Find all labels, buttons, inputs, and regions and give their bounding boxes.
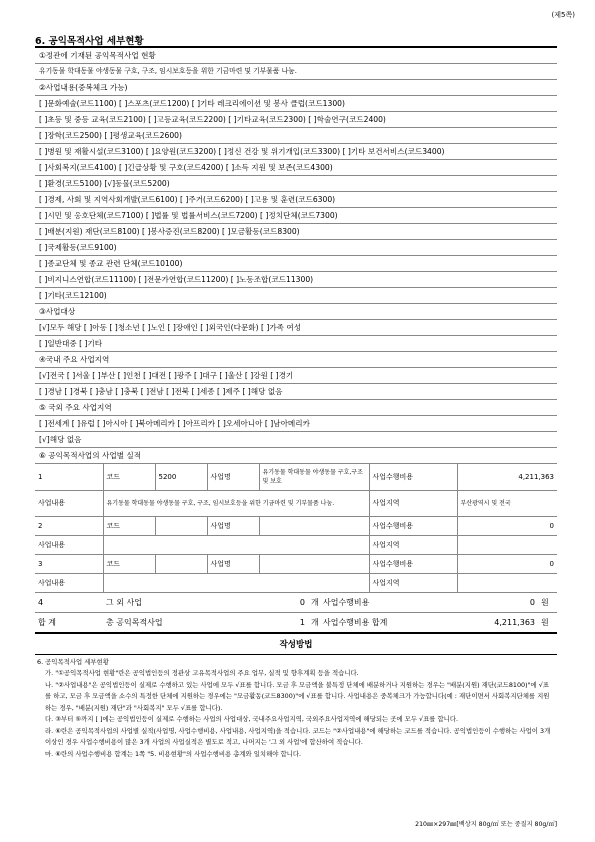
option-line: [ ]병원 및 재활시설(코드3100) [ ]요양원(코드3200) [ ]정신 건강 및 위기개입(코드3300) [ ]기타 보건서비스(코드3400) bbox=[35, 144, 557, 160]
perf-code bbox=[155, 516, 207, 535]
perf-expense: 4,211,363 bbox=[457, 464, 557, 490]
region-label: 사업지역 bbox=[369, 490, 457, 516]
method-line: 6. 공익목적사업 세부현황 bbox=[37, 657, 109, 666]
perf-row-1 bbox=[35, 464, 557, 490]
perf-name bbox=[259, 516, 369, 535]
option-line: [ ]기타(코드12100) bbox=[35, 288, 557, 304]
s4-title: ④국내 주요 사업지역 bbox=[35, 352, 557, 368]
option-line: [ ]환경(코드5100) [√]동물(코드5200) bbox=[35, 176, 557, 192]
perf-code bbox=[155, 554, 207, 573]
s2-title: ②사업내용(중복체크 가능) bbox=[35, 80, 557, 96]
code-label: 코드 bbox=[103, 464, 155, 490]
section-title: 6. 공익목적사업 세부현황 bbox=[35, 36, 144, 47]
performance-table bbox=[35, 464, 557, 593]
option-line: [ ]시민 및 옹호단체(코드7100) [ ]법률 및 법률서비스(코드7200) [ ]정치단체(코드7300) bbox=[35, 208, 557, 224]
other-count: 0 bbox=[253, 593, 308, 613]
code-label: 코드 bbox=[103, 554, 155, 573]
option-line: [ ]장학(코드2500) [ ]평생교육(코드2600) bbox=[35, 128, 557, 144]
option-line: [ ]전세계 [ ]유럽 [ ]아시아 [ ]북아메리카 [ ]아프리카 [ ]오세아니아 [ ]남아메리카 bbox=[35, 416, 557, 432]
name-label: 사업명 bbox=[207, 554, 259, 573]
page-number: (제5쪽) bbox=[551, 11, 575, 19]
s6-title: ⑥ 공익목적사업의 사업별 실적 bbox=[35, 448, 557, 464]
paper-spec-footer: 210㎜×297㎜[백상지 80g/㎡ 또는 중질지 80g/㎡] bbox=[415, 821, 557, 828]
other-expense-label: 사업수행비용 bbox=[320, 593, 438, 613]
perf-expense: 0 bbox=[457, 554, 557, 573]
perf-region bbox=[457, 535, 557, 554]
option-line: [√]해당 없음 bbox=[35, 432, 557, 448]
perf-code: 5200 bbox=[155, 464, 207, 490]
option-line: [ ]경제, 사회 및 지역사회개발(코드6100) [ ]주거(코드6200) [ ]고용 및 훈련(코드6300) bbox=[35, 192, 557, 208]
option-line: [ ]배분(지원) 재단(코드8100) [ ]봉사증진(코드8200) [ ]모금활동(코드8300) bbox=[35, 224, 557, 240]
total-count: 1 bbox=[253, 612, 308, 633]
total-expense-label: 사업수행비용 합계 bbox=[320, 612, 438, 633]
content-label: 사업내용 bbox=[35, 573, 103, 592]
expense-label: 사업수행비용 bbox=[369, 464, 457, 490]
content-label: 사업내용 bbox=[35, 490, 103, 516]
option-line: [ ]국제활동(코드9100) bbox=[35, 240, 557, 256]
other-won: 원 bbox=[538, 593, 557, 613]
total-sub-label: 총 공익목적사업 bbox=[103, 612, 253, 633]
s5-title: ⑤ 국외 주요 사업지역 bbox=[35, 400, 557, 416]
s1-text: 유기동물 학대동물 야생동물 구호, 구조, 임시보호등을 위한 기금마련 및 기부물품 나눔. bbox=[35, 64, 557, 80]
perf-content: 유기동물 학대동물 야생동물 구호, 구조, 임시보호등을 위한 기금마련 및 기부물품 나눔. bbox=[103, 490, 369, 516]
s2-options bbox=[35, 96, 557, 304]
summary-table bbox=[35, 593, 557, 634]
perf-no: 2 bbox=[35, 516, 103, 535]
other-business-row bbox=[35, 593, 557, 613]
form-body bbox=[35, 46, 557, 762]
perf-name: 유기동물 학대동물 야생동물 구호,구조 및 보호 bbox=[259, 464, 369, 490]
method-instructions bbox=[35, 655, 557, 763]
perf-no: 1 bbox=[35, 464, 103, 490]
other-no: 4 bbox=[35, 593, 103, 613]
perf-expense: 0 bbox=[457, 516, 557, 535]
perf-content bbox=[103, 535, 369, 554]
s1-title: ①정관에 기재된 공익목적사업 현황 bbox=[35, 48, 557, 64]
total-unit: 개 bbox=[308, 612, 320, 633]
other-expense-value: 0 bbox=[438, 593, 538, 613]
option-line: [√]모두 해당 [ ]아동 [ ]청소년 [ ]노인 [ ]장애인 [ ]외국인(다문화) [ ]가족 여성 bbox=[35, 320, 557, 336]
method-line: 마. ⑥란의 사업수행비용 합계는 1쪽 "5. 비용현황"의 사업수행비용 총계와 일치해야 합니다. bbox=[45, 749, 302, 758]
expense-label: 사업수행비용 bbox=[369, 554, 457, 573]
perf-no: 3 bbox=[35, 554, 103, 573]
option-line: [ ]일반대중 [ ]기타 bbox=[35, 336, 557, 352]
content-label: 사업내용 bbox=[35, 535, 103, 554]
option-line: [ ]비지니스연합(코드11100) [ ]전문가연합(코드11200) [ ]노동조합(코드11300) bbox=[35, 272, 557, 288]
name-label: 사업명 bbox=[207, 516, 259, 535]
perf-region bbox=[457, 573, 557, 592]
perf-row-1-detail bbox=[35, 490, 557, 516]
other-label: 그 외 사업 bbox=[103, 593, 253, 613]
perf-region: 부산광역시 및 전국 bbox=[457, 490, 557, 516]
method-line: 나. "②사업내용"은 공익법인등이 실제로 수행하고 있는 사업에 모두 √표를 합니다. 모금 후 모금액을 불특정 단체에 배분하거나 지원하는 경우는 "배분(지원) 재단(코드8100)"에 √표를 하고, 모금 후 모금액을 소수의 특정한 단체에 지원하는 경우에는 "모금활동(코드8300)"에 √표를 합니다. 사업내용은 중복체크가 가능합니다(예 : 재단이면서 사회복지단체를 지원하는 경우, "배분(지원) 재단"과 "사회복지" 모두 √표를 합니다). bbox=[45, 680, 550, 712]
option-line: [ ]종교단체 및 종교 관련 단체(코드10100) bbox=[35, 256, 557, 272]
method-line: 라. ⑥란은 공익목적사업의 사업별 실적(사업명, 사업수행비용, 사업내용, 사업지역)을 적습니다. 코드는 "②사업내용"에 해당하는 코드를 적습니다. 공익법인등이 수행하는 사업이 3개 이상인 경우 사업수행비용이 많은 3개 사업의 사업실적은 별도로 적고, 나머지는 '그 외 사업'에 합산하여 적습니다. bbox=[45, 726, 551, 746]
expense-label: 사업수행비용 bbox=[369, 516, 457, 535]
total-won: 원 bbox=[538, 612, 557, 633]
perf-row-3 bbox=[35, 554, 557, 573]
s3-title: ③사업대상 bbox=[35, 304, 557, 320]
s3-options bbox=[35, 320, 557, 352]
method-title: 작성방법 bbox=[35, 634, 557, 655]
method-line: 가. "①공익목적사업 현황"란은 공익법인등의 정관상 고유목적사업의 주요 업무, 실적 및 향후계획 등을 적습니다. bbox=[45, 669, 359, 677]
s4-options bbox=[35, 368, 557, 400]
total-label: 합 계 bbox=[35, 612, 103, 633]
total-expense-value: 4,211,363 bbox=[438, 612, 538, 633]
perf-content bbox=[103, 573, 369, 592]
s5-options bbox=[35, 416, 557, 448]
name-label: 사업명 bbox=[207, 464, 259, 490]
option-line: [ ]문화예술(코드1100) [ ]스포츠(코드1200) [ ]기타 레크리에이션 및 봉사 클럽(코드1300) bbox=[35, 96, 557, 112]
option-line: [√]전국 [ ]서울 [ ]부산 [ ]인천 [ ]대전 [ ]광주 [ ]대구 [ ]울산 [ ]강원 [ ]경기 bbox=[35, 368, 557, 384]
perf-row-2-detail bbox=[35, 535, 557, 554]
perf-row-3-detail bbox=[35, 573, 557, 592]
region-label: 사업지역 bbox=[369, 573, 457, 592]
code-label: 코드 bbox=[103, 516, 155, 535]
option-line: [ ]초등 및 중등 교육(코드2100) [ ]고등교육(코드2200) [ ]기타교육(코드2300) [ ]학술연구(코드2400) bbox=[35, 112, 557, 128]
total-row bbox=[35, 612, 557, 633]
method-line: 다. ③부터 ⑤까지 [ ]에는 공익법인등이 실제로 수행하는 사업의 사업대상, 국내주요사업지역, 국외주요사업지역에 해당되는 곳에 모두 √표를 합니다. bbox=[45, 715, 459, 723]
option-line: [ ]경남 [ ]경북 [ ]충남 [ ]충북 [ ]전남 [ ]전북 [ ]세종 [ ]제주 [ ]해당 없음 bbox=[35, 384, 557, 400]
region-label: 사업지역 bbox=[369, 535, 457, 554]
other-unit: 개 bbox=[308, 593, 320, 613]
option-line: [ ]사회복지(코드4100) [ ]긴급상황 및 구호(코드4200) [ ]소득 지원 및 보존(코드4300) bbox=[35, 160, 557, 176]
perf-name bbox=[259, 554, 369, 573]
perf-row-2 bbox=[35, 516, 557, 535]
